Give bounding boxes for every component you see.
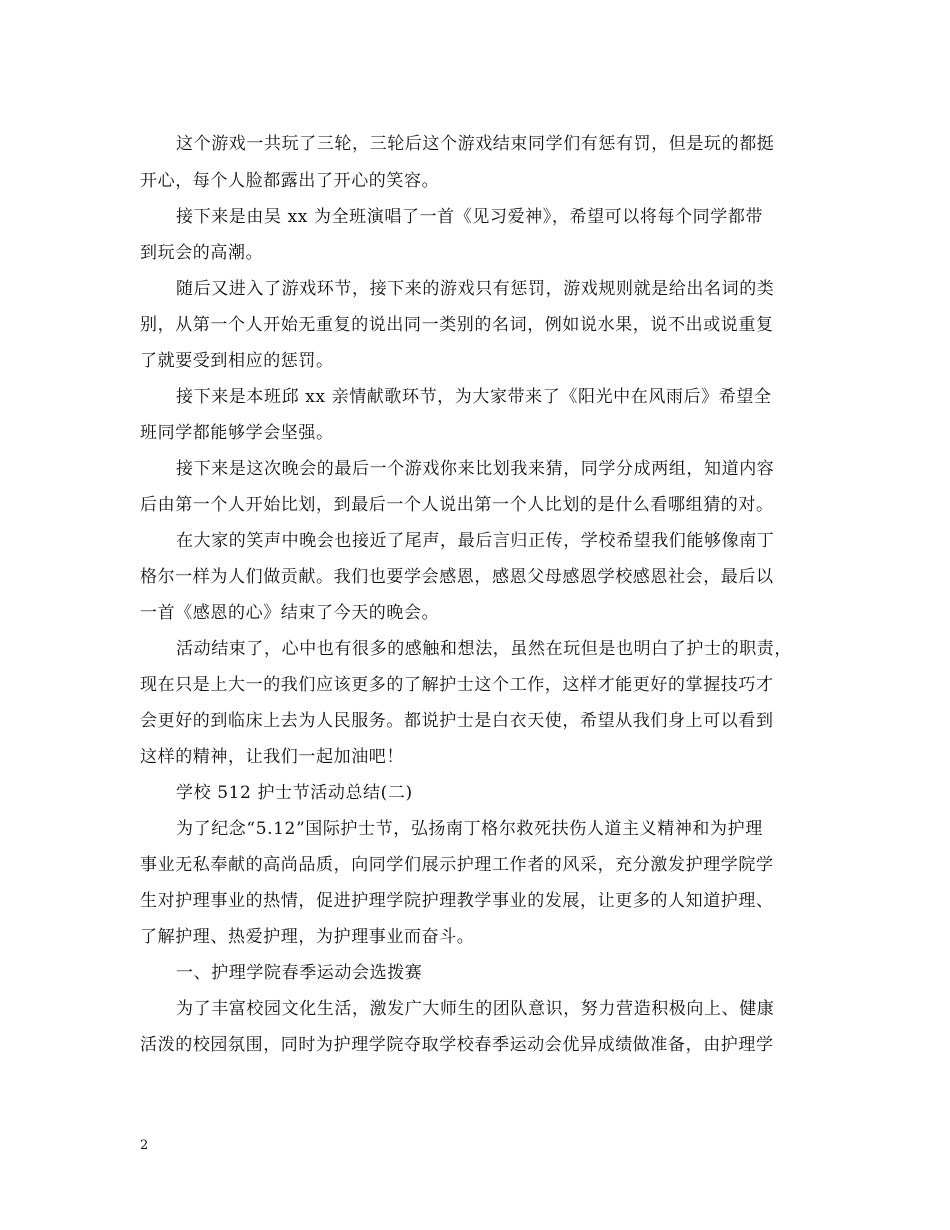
section-heading: 学校 512 护士节活动总结(二) [176,783,413,803]
text-line: 这样的精神，让我们一起加油吧！ [140,747,404,767]
text-line: 班同学都能够学会坚强。 [140,423,334,443]
text-line: 格尔一样为人们做贡献。我们也要学会感恩，感恩父母感恩学校感恩社会，最后以 [140,567,774,587]
page-number: 2 [140,1138,149,1153]
text-line: 随后又进入了游戏环节，接下来的游戏只有惩罚，游戏规则就是给出名词的类 [176,279,775,299]
text-line: 接下来是由吴 xx 为全班演唱了一首《见习爱神》，希望可以将每个同学都带 [176,207,764,227]
text-line: 为了丰富校园文化生活，激发广大师生的团队意识，努力营造积极向上、健康 [176,999,775,1019]
text-line: 事业无私奉献的高尚品质，向同学们展示护理工作者的风采，充分激发护理学院学 [140,855,774,875]
text-line: 这个游戏一共玩了三轮，三轮后这个游戏结束同学们有惩有罚，但是玩的都挺 [176,134,775,154]
text-line: 到玩会的高潮。 [140,243,264,263]
text-line: 活泼的校园氛围，同时为护理学院夺取学校春季运动会优异成绩做准备，由护理学 [140,1035,774,1055]
text-line: 了就要受到相应的惩罚。 [140,351,334,371]
text-line: 为了纪念“5.12”国际护士节，弘扬南丁格尔救死扶伤人道主义精神和为护理 [176,819,763,839]
subsection-heading: 一、护理学院春季运动会选拨赛 [176,963,423,983]
text-line: 在大家的笑声中晚会也接近了尾声，最后言归正传，学校希望我们能够像南丁 [176,531,775,551]
text-line: 接下来是这次晚会的最后一个游戏你来比划我来猜，同学分成两组，知道内容 [176,459,775,479]
text-line: 开心，每个人脸都露出了开心的笑容。 [140,171,440,191]
text-line: 了解护理、热爱护理，为护理事业而奋斗。 [140,927,475,947]
text-line: 现在只是上大一的我们应该更多的了解护士这个工作，这样才能更好的掌握技巧才 [140,675,774,695]
text-line: 后由第一个人开始比划，到最后一个人说出第一个人比划的是什么看哪组猜的对。 [140,495,774,515]
text-line: 生对护理事业的热情，促进护理学院护理教学事业的发展，让更多的人知道护理、 [140,891,774,911]
text-line: 接下来是本班邱 xx 亲情献歌环节，为大家带来了《阳光中在风雨后》希望全 [176,387,772,407]
text-line: 别，从第一个人开始无重复的说出同一类别的名词，例如说水果，说不出或说重复 [140,315,774,335]
text-line: 一首《感恩的心》结束了今天的晚会。 [140,603,440,623]
text-line: 活动结束了，心中也有很多的感触和想法，虽然在玩但是也明白了护士的职责， [176,639,792,659]
text-line: 会更好的到临床上去为人民服务。都说护士是白衣天使，希望从我们身上可以看到 [140,711,774,731]
